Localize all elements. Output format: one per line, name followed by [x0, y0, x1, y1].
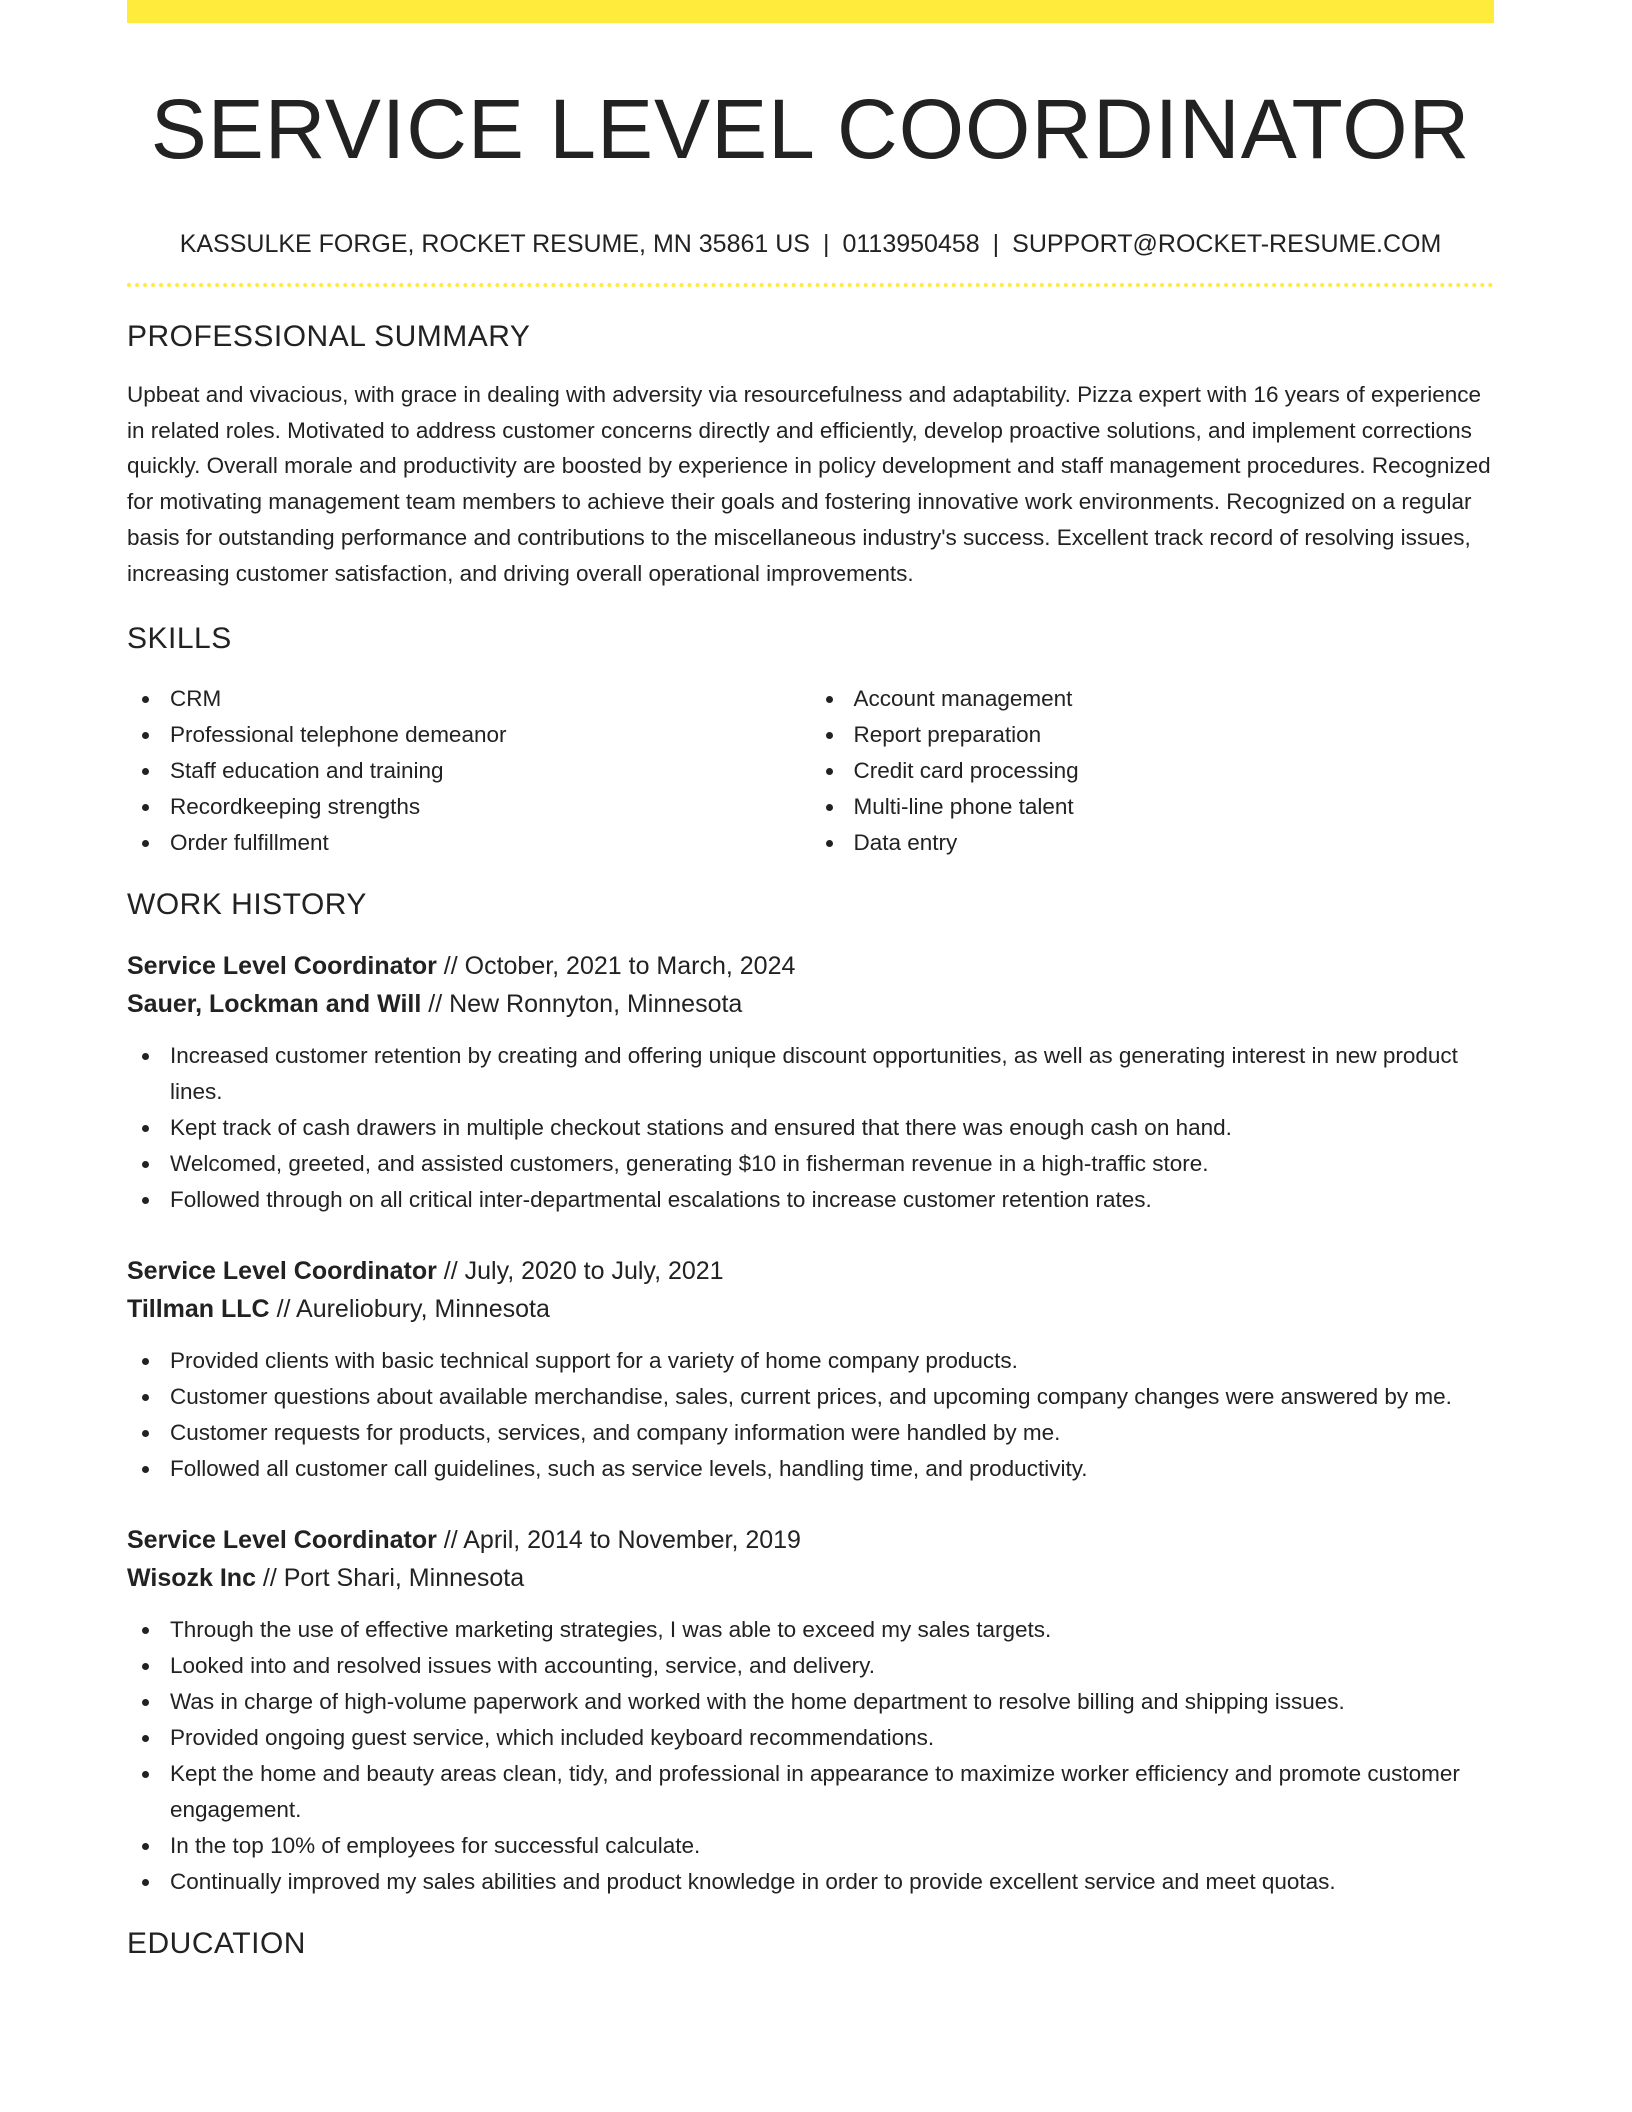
- job-bullet: In the top 10% of employees for successful calculate.: [127, 1828, 1494, 1864]
- job-bullet: Was in charge of high-volume paperwork and worked with the home department to resolve billing and shipping issues.: [127, 1684, 1494, 1720]
- job-location: // Port Shari, Minnesota: [262, 1564, 525, 1593]
- job-role: Service Level Coordinator: [127, 1257, 437, 1286]
- job-location: // New Ronnyton, Minnesota: [428, 990, 743, 1019]
- skill-item: Report preparation: [811, 717, 1495, 753]
- skill-item: CRM: [127, 681, 811, 717]
- contact-phone: 0113950458: [842, 230, 980, 258]
- job-company: Sauer, Lockman and Will: [127, 990, 422, 1019]
- job-dates: // July, 2020 to July, 2021: [443, 1257, 724, 1286]
- skill-item: Professional telephone demeanor: [127, 717, 811, 753]
- job-company-line: [127, 1290, 1494, 1328]
- skills-list: [127, 681, 1494, 861]
- job-role-line: [127, 1521, 1494, 1559]
- job-company: Tillman LLC: [127, 1295, 270, 1324]
- contact-separator: |: [992, 230, 1000, 258]
- resume-page: [127, 0, 1494, 1964]
- work-history-heading: WORK HISTORY: [127, 888, 367, 922]
- skill-item: Account management: [811, 681, 1495, 717]
- accent-bar: [127, 0, 1494, 23]
- job-role-line: [127, 1252, 1494, 1290]
- job-bullet: Increased customer retention by creating and offering unique discount opportunities, as well as generating interest in new product lines.: [127, 1038, 1494, 1110]
- contact-address: KASSULKE FORGE, ROCKET RESUME, MN 35861 US: [179, 230, 810, 258]
- job-location: // Aureliobury, Minnesota: [276, 1295, 550, 1324]
- skill-item: Credit card processing: [811, 753, 1495, 789]
- contact-line: [127, 227, 1494, 261]
- job-dates: // October, 2021 to March, 2024: [443, 952, 796, 981]
- skill-item: Multi-line phone talent: [811, 789, 1495, 825]
- skills-column-left: [127, 681, 811, 861]
- job-bullet: Customer requests for products, services, and company information were handled by me.: [127, 1415, 1494, 1451]
- job-bullet: Followed through on all critical inter-departmental escalations to increase customer retention rates.: [127, 1182, 1494, 1218]
- job-bullet: Followed all customer call guidelines, such as service levels, handling time, and productivity.: [127, 1451, 1494, 1487]
- job-bullet: Continually improved my sales abilities and product knowledge in order to provide excellent service and meet quotas.: [127, 1864, 1494, 1900]
- skill-item: Staff education and training: [127, 753, 811, 789]
- job-bullets: [127, 1038, 1494, 1218]
- job-company-line: [127, 985, 1494, 1023]
- contact-separator: |: [822, 230, 830, 258]
- job-bullet: Provided ongoing guest service, which included keyboard recommendations.: [127, 1720, 1494, 1756]
- job-bullet: Through the use of effective marketing strategies, I was able to exceed my sales targets.: [127, 1612, 1494, 1648]
- summary-heading: PROFESSIONAL SUMMARY: [127, 320, 531, 353]
- resume-title: SERVICE LEVEL COORDINATOR: [150, 82, 1471, 176]
- job-bullet: Looked into and resolved issues with accounting, service, and delivery.: [127, 1648, 1494, 1684]
- job-entry: [127, 947, 1494, 1218]
- skill-item: Data entry: [811, 825, 1495, 861]
- job-role: Service Level Coordinator: [127, 1526, 437, 1555]
- job-bullet: Kept track of cash drawers in multiple checkout stations and ensured that there was enough cash on hand.: [127, 1110, 1494, 1146]
- job-dates: // April, 2014 to November, 2019: [443, 1526, 801, 1555]
- skills-heading: SKILLS: [127, 622, 232, 656]
- job-bullet: Kept the home and beauty areas clean, tidy, and professional in appearance to maximize worker efficiency and promote customer engagement.: [127, 1756, 1494, 1828]
- dotted-divider: [127, 283, 1494, 287]
- contact-email: SUPPORT@ROCKET-RESUME.COM: [1012, 230, 1442, 258]
- job-role-line: [127, 947, 1494, 985]
- job-bullet: Customer questions about available merchandise, sales, current prices, and upcoming company changes were answered by me.: [127, 1379, 1494, 1415]
- job-bullets: [127, 1612, 1494, 1900]
- job-company: Wisozk Inc: [127, 1564, 256, 1593]
- job-role: Service Level Coordinator: [127, 952, 437, 981]
- skill-item: Order fulfillment: [127, 825, 811, 861]
- job-bullets: [127, 1343, 1494, 1487]
- summary-text: Upbeat and vivacious, with grace in dealing with adversity via resourcefulness and adaptability. Pizza expert with 16 years of experience in related roles. Motivated to address customer concerns directly and efficiently, develop proactive solutions, and implement corrections quickly. Overall morale and productivity are boosted by experience in policy development and staff management procedures. Recognized for motivating management team members to achieve their goals and fostering innovative work environments. Recognized on a regular basis for outstanding performance and contributions to the miscellaneous industry's success. Excellent track record of resolving issues, increasing customer satisfaction, and driving overall operational improvements.: [127, 382, 1491, 586]
- education-heading: EDUCATION: [127, 1927, 306, 1961]
- skills-column-right: [811, 681, 1495, 861]
- job-bullet: Welcomed, greeted, and assisted customers, generating $10 in fisherman revenue in a high-traffic store.: [127, 1146, 1494, 1182]
- job-entry: [127, 1252, 1494, 1487]
- job-company-line: [127, 1559, 1494, 1597]
- skill-item: Recordkeeping strengths: [127, 789, 811, 825]
- job-bullet: Provided clients with basic technical support for a variety of home company products.: [127, 1343, 1494, 1379]
- job-entry: [127, 1521, 1494, 1900]
